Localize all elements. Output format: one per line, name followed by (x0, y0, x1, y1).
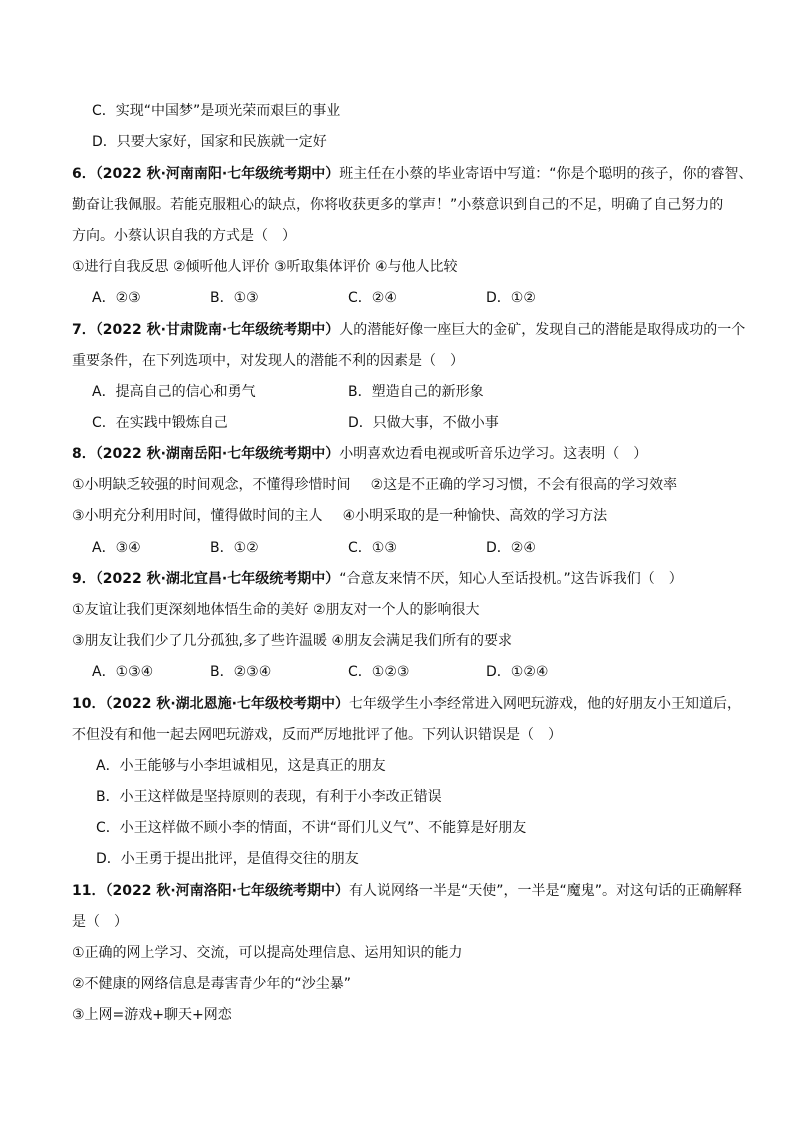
q9-items-row1: ①友谊让我们更深刻地体悟生命的美好 ②朋友对一个人的影响很大 (72, 602, 480, 618)
question-source: （2022 秋·河南洛阳·七年级统考期中） (105, 883, 349, 899)
option-c[interactable]: C．在实践中锻炼自己 (92, 415, 228, 431)
option-d[interactable]: D．②④ (486, 540, 536, 556)
option-d[interactable]: D．①②④ (486, 664, 549, 680)
q8-items-row2 (72, 506, 734, 526)
question-source: （2022 秋·湖南岳阳·七年级统考期中） (95, 446, 340, 462)
q5-option-c: C．实现“中国梦”是项光荣而艰巨的事业 (92, 103, 341, 119)
q7-stem-line1 (72, 320, 746, 340)
question-text: 小明喜欢边看电视或听音乐边学习。这表明（ ） (339, 446, 648, 462)
q8-stem-line1 (72, 444, 734, 464)
question-number: 11． (72, 883, 106, 899)
q9-items-row2: ③朋友让我们少了几分孤独,多了些许温暖 ④朋友会满足我们所有的要求 (72, 633, 513, 649)
q11-item-1: ①正确的网上学习、交流，可以提高处理信息、运用知识的能力 (72, 945, 463, 961)
q6-stem-line2: 勤奋让我佩服。若能克服粗心的缺点，你将收获更多的掌声！”小蔡意识到自己的不足，明确了自己努力的 (72, 197, 724, 213)
q11-item-3: ③上网=游戏+聊天+网恋 (72, 1007, 232, 1023)
q10-option-b[interactable]: B．小王这样做是坚持原则的表现，有利于小李改正错误 (96, 789, 442, 805)
q10-stem-line2: 不但没有和他一起去网吧玩游戏，反而严厉地批评了他。下列认识错误是（ ） (72, 727, 562, 743)
option-a[interactable]: A．提高自己的信心和勇气 (92, 384, 256, 400)
question-source: （2022 秋·甘肃陇南·七年级统考期中） (95, 322, 340, 338)
item-1: ①小明缺乏较强的时间观念，不懂得珍惜时间 (72, 477, 351, 493)
question-source: （2022 秋·湖北恩施·七年级校考期中） (105, 696, 349, 712)
question-source: （2022 秋·河南南阳·七年级统考期中） (95, 166, 340, 182)
item-4: ④小明采取的是一种愉快、高效的学习方法 (342, 508, 608, 524)
option-b[interactable]: B．塑造自己的新形象 (348, 384, 484, 400)
q11-stem-line1 (72, 881, 742, 901)
question-text: “合意友来情不厌，知心人至话投机。”这告诉我们（ ） (339, 571, 683, 587)
question-number: 8． (72, 446, 96, 462)
question-number: 10． (72, 696, 106, 712)
q10-option-a[interactable]: A．小王能够与小李坦诚相见，这是真正的朋友 (96, 758, 386, 774)
q5-option-d: D．只要大家好，国家和民族就一定好 (92, 134, 327, 150)
option-a[interactable]: A．③④ (92, 540, 141, 556)
q11-item-2: ②不健康的网络信息是毒害青少年的“沙尘暴” (72, 976, 352, 992)
option-d[interactable]: D．①② (486, 290, 536, 306)
q9-stem-line1 (72, 569, 734, 589)
option-b[interactable]: B．①② (210, 540, 259, 556)
q10-option-d[interactable]: D．小王勇于提出批评，是值得交往的朋友 (96, 851, 359, 867)
option-d[interactable]: D．只做大事，不做小事 (348, 415, 499, 431)
option-c[interactable]: C．①③ (348, 540, 397, 556)
option-a[interactable]: A．②③ (92, 290, 141, 306)
question-number: 6． (72, 166, 96, 182)
q6-stem-line3: 方向。小蔡认识自我的方式是（ ） (72, 228, 296, 244)
q6-stem-line1 (72, 164, 753, 184)
option-b[interactable]: B．①③ (210, 290, 259, 306)
item-3: ③小明充分利用时间，懂得做时间的主人 (72, 508, 323, 524)
q6-items: ①进行自我反思 ②倾听他人评价 ③听取集体评价 ④与他人比较 (72, 259, 458, 275)
option-a[interactable]: A．①③④ (92, 664, 154, 680)
question-text: 班主任在小蔡的毕业寄语中写道：“你是个聪明的孩子，你的睿智、 (339, 166, 753, 182)
question-text: 有人说网络一半是“天使”，一半是“魔鬼”。对这句话的正确解释 (348, 883, 742, 899)
option-c[interactable]: C．②④ (348, 290, 397, 306)
option-c[interactable]: C．①②③ (348, 664, 410, 680)
question-text: 七年级学生小李经常进入网吧玩游戏，他的好朋友小王知道后， (348, 696, 741, 712)
q10-option-c[interactable]: C．小王这样做不顾小李的情面，不讲“哥们儿义气”、不能算是好朋友 (96, 820, 527, 836)
question-source: （2022 秋·湖北宜昌·七年级统考期中） (95, 571, 340, 587)
item-2: ②这是不正确的学习习惯，不会有很高的学习效率 (370, 477, 678, 493)
q7-stem-line2: 重要条件，在下列选项中，对发现人的潜能不利的因素是（ ） (72, 353, 464, 369)
q8-items-row1 (72, 475, 734, 495)
q10-stem-line1 (72, 694, 741, 714)
q11-stem-line2: 是（ ） (72, 914, 128, 930)
question-number: 9． (72, 571, 96, 587)
option-b[interactable]: B．②③④ (210, 664, 272, 680)
question-number: 7． (72, 322, 96, 338)
question-text: 人的潜能好像一座巨大的金矿，发现自己的潜能是取得成功的一个 (339, 322, 746, 338)
